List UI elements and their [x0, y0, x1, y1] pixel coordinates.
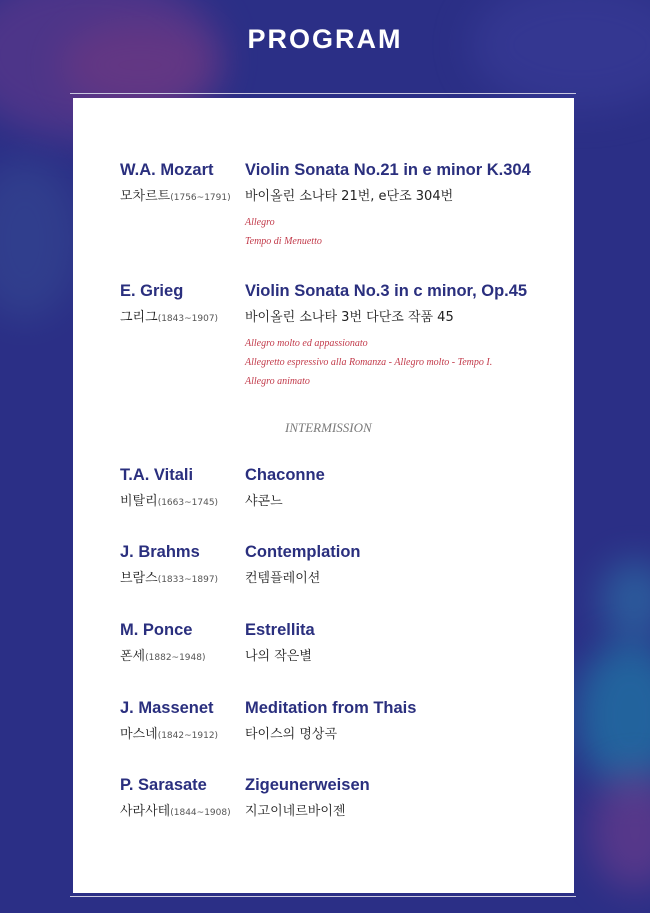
movement: Allegro	[245, 217, 275, 228]
composer-korean	[120, 723, 218, 742]
work-title-korean: 바이올린 소나타 21번, e단조 304번	[245, 189, 454, 204]
page-title: PROGRAM	[247, 24, 403, 54]
composer-name: P. Sarasate	[120, 776, 207, 794]
composer-name: J. Massenet	[120, 699, 214, 717]
intermission-label: INTERMISSION	[285, 420, 372, 435]
movement: Allegretto espressivo alla Romanza - Allegro molto - Tempo I.	[245, 357, 493, 368]
composer-dates: (1663~1745)	[157, 498, 219, 508]
composer-dates: (1843~1907)	[157, 314, 219, 324]
composer-name: J. Brahms	[120, 543, 200, 561]
composer-korean-name: 브람스	[120, 571, 158, 586]
composer-korean	[120, 567, 218, 586]
composer-korean	[120, 800, 231, 819]
movement: Allegro animato	[245, 376, 310, 387]
movement: Tempo di Menuetto	[245, 236, 322, 247]
work-title: Estrellita	[245, 621, 315, 639]
work-title-korean: 컨템플레이션	[245, 571, 321, 586]
background-splash	[590, 770, 650, 890]
composer-name: M. Ponce	[120, 621, 193, 639]
composer-dates: (1844~1908)	[170, 808, 231, 818]
composer-dates: (1842~1912)	[157, 731, 219, 741]
work-title-korean: 나의 작은별	[245, 649, 312, 664]
composer-korean	[120, 490, 218, 509]
work-title-korean: 바이올린 소나타 3번 다단조 작품 45	[245, 310, 454, 325]
work-title: Meditation from Thais	[245, 699, 417, 717]
composer-korean-name: 비탈리	[120, 494, 158, 509]
work-title-korean: 샤콘느	[245, 494, 283, 509]
composer-name: W.A. Mozart	[120, 161, 214, 179]
movement-list	[245, 213, 322, 251]
composer-dates: (1882~1948)	[145, 653, 206, 663]
composer-korean-name: 폰세	[120, 649, 146, 664]
work-title: Chaconne	[245, 466, 325, 484]
program-card	[73, 98, 574, 893]
composer-korean-name: 모차르트	[120, 189, 171, 204]
movement: Allegro molto ed appassionato	[245, 338, 368, 349]
composer-dates: (1756~1791)	[170, 193, 231, 203]
composer-korean	[120, 645, 206, 664]
work-title: Violin Sonata No.21 in e minor K.304	[245, 161, 531, 179]
top-divider	[70, 93, 576, 94]
movement-list	[245, 334, 492, 391]
composer-korean-name: 마스네	[120, 727, 158, 742]
composer-name: E. Grieg	[120, 282, 184, 300]
work-title-korean: 지고이네르바이젠	[245, 804, 346, 819]
composer-name: T.A. Vitali	[120, 466, 194, 484]
work-title: Zigeunerweisen	[245, 776, 370, 794]
composer-korean	[120, 185, 231, 204]
work-title-korean: 타이스의 명상곡	[245, 727, 338, 742]
work-title: Violin Sonata No.3 in c minor, Op.45	[245, 282, 528, 300]
composer-korean	[120, 306, 218, 325]
bottom-divider	[70, 896, 576, 897]
composer-korean-name: 그리그	[120, 310, 158, 325]
background-splash	[0, 160, 80, 320]
work-title: Contemplation	[245, 543, 361, 561]
background-splash	[600, 560, 650, 640]
composer-korean-name: 사라사테	[120, 804, 171, 819]
background-splash	[575, 640, 650, 790]
composer-dates: (1833~1897)	[157, 575, 219, 585]
